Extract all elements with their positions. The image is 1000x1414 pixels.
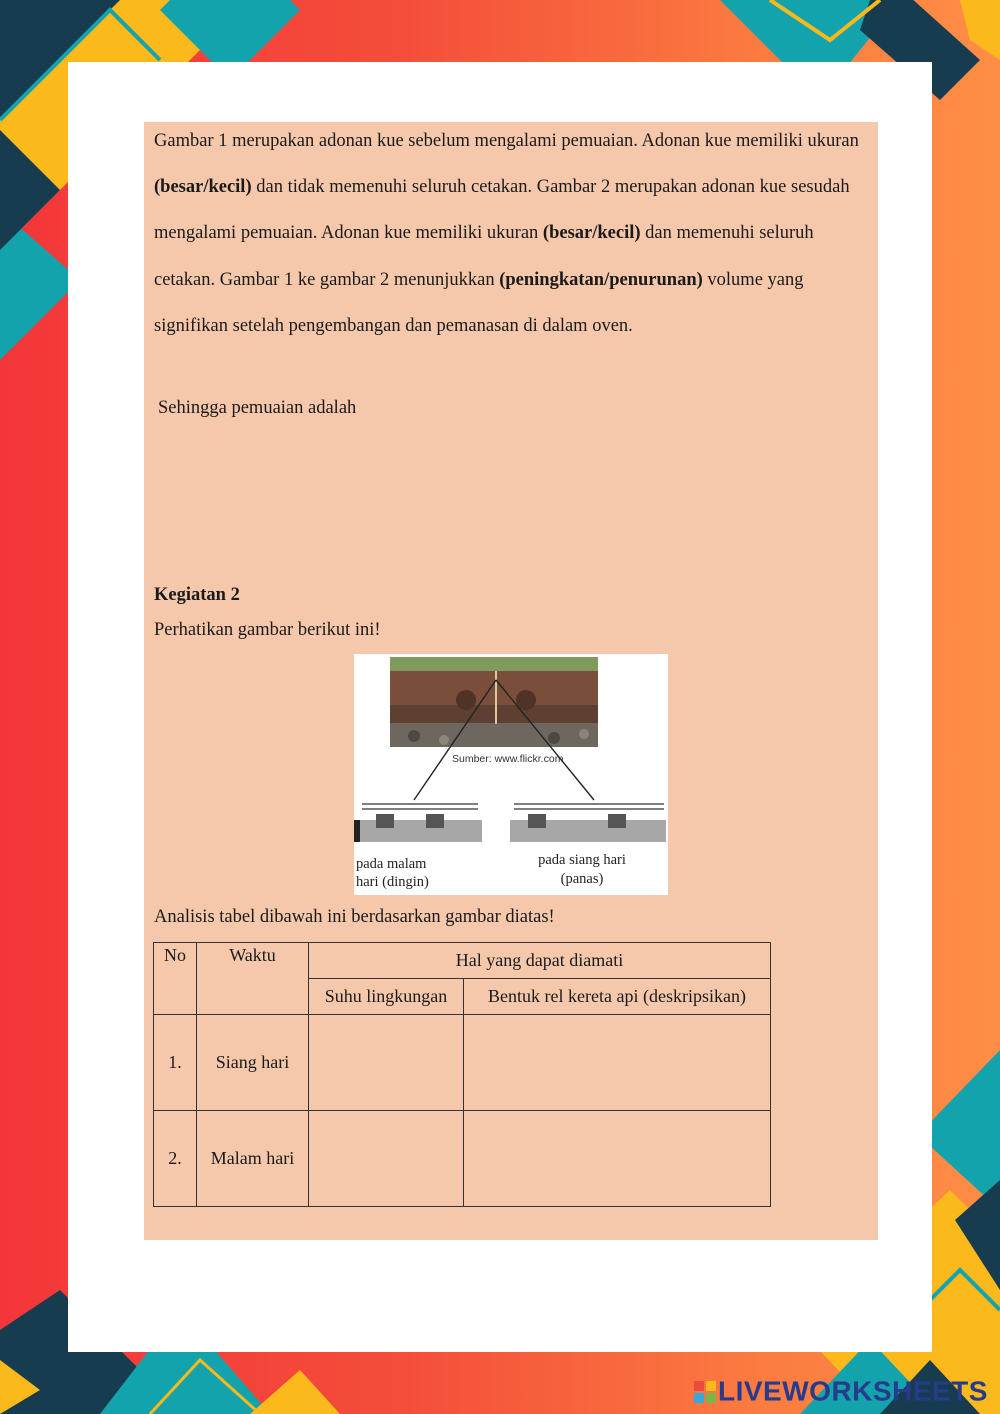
table-row bbox=[154, 1111, 771, 1207]
paragraph-text-2: dan tidak memenuhi seluruh cetakan. Gambar 2 merupakan adonan kue sesudah mengalami pemuaian. Adonan kue memiliki ukuran bbox=[154, 177, 850, 244]
table-row bbox=[154, 1015, 771, 1111]
choice-size-2: (besar/kecil) bbox=[542, 223, 641, 244]
activity-instruction: Perhatikan gambar berikut ini! bbox=[154, 620, 381, 640]
conclusion-prompt: Sehingga pemuaian adalah bbox=[158, 398, 357, 418]
choice-size-1: (besar/kecil) bbox=[154, 177, 252, 198]
header-observed: Hal yang dapat diamati bbox=[309, 943, 771, 979]
answer-cell-rail-day[interactable] bbox=[464, 1015, 771, 1111]
paragraph-text-4: volume yang signifikan setelah pengembangan dan pemanasan di dalam oven. bbox=[154, 269, 804, 336]
label-day-line1: pada siang hari bbox=[538, 852, 626, 868]
header-no: No bbox=[154, 943, 197, 1015]
answer-cell-temperature-day[interactable] bbox=[309, 1015, 464, 1111]
liveworksheets-watermark bbox=[694, 1373, 988, 1407]
rail-diagram-day bbox=[510, 804, 666, 842]
observation-table bbox=[153, 942, 771, 1207]
label-night-line1: pada malam bbox=[356, 856, 427, 872]
paragraph-text-3: dan memenuhi seluruh cetakan. Gambar 1 ke gambar 2 menunjukkan bbox=[154, 223, 814, 290]
liveworksheets-logo-icon bbox=[694, 1381, 716, 1403]
analysis-prompt: Analisis tabel dibawah ini berdasarkan gambar diatas! bbox=[154, 907, 555, 927]
rail-diagram-night bbox=[354, 804, 482, 842]
answer-cell-rail-night[interactable] bbox=[464, 1111, 771, 1207]
watermark-text: LIVEWORKSHEETS bbox=[718, 1375, 988, 1407]
paragraph-text-1: Gambar 1 merupakan adonan kue sebelum mengalami pemuaian. Adonan kue memiliki ukuran bbox=[154, 131, 859, 151]
activity-heading: Kegiatan 2 bbox=[154, 585, 240, 605]
rail-illustration bbox=[354, 654, 668, 895]
header-time: Waktu bbox=[197, 943, 309, 1015]
row-number: 2. bbox=[154, 1111, 197, 1207]
row-number: 1. bbox=[154, 1015, 197, 1111]
header-temperature: Suhu lingkungan bbox=[309, 979, 464, 1015]
row-time: Malam hari bbox=[197, 1111, 309, 1207]
header-rail-shape: Bentuk rel kereta api (deskripsikan) bbox=[464, 979, 771, 1015]
rail-photo bbox=[390, 657, 598, 747]
choice-volume: (peningkatan/penurunan) bbox=[499, 269, 703, 290]
label-night-line2: hari (dingin) bbox=[356, 874, 429, 890]
label-day-line2: (panas) bbox=[560, 871, 604, 887]
deco-yellow-bottom-mid bbox=[250, 1370, 340, 1414]
intro-paragraph bbox=[154, 118, 874, 349]
row-time: Siang hari bbox=[197, 1015, 309, 1111]
figure-source: Sumber: www.flickr.com bbox=[452, 753, 564, 765]
answer-cell-temperature-night[interactable] bbox=[309, 1111, 464, 1207]
rail-expansion-figure bbox=[354, 654, 668, 895]
